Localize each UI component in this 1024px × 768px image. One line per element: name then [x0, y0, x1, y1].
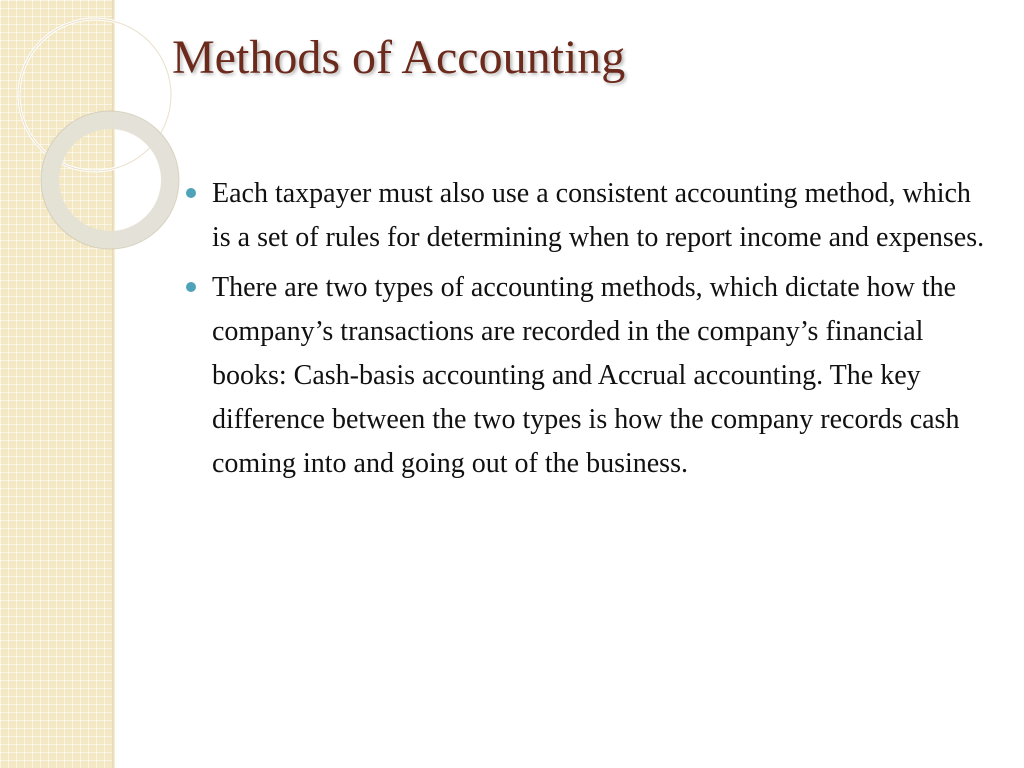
bullet-icon	[186, 282, 196, 292]
decorative-circles-icon	[0, 0, 160, 300]
bullet-text: Each taxpayer must also use a consistent accounting method, which is a set of rules for determining when to report income and expenses.	[212, 178, 985, 253]
bullet-text: There are two types of accounting methods, which dictate how the company’s transactions are recorded in the company’s financial books: Cash-basis accounting and Accrual accounting. The key difference between the two types is how the company records cash coming into and going out of the business.	[212, 272, 960, 479]
bullet-list	[184, 172, 990, 492]
bullet-item	[184, 172, 990, 260]
bullet-item	[184, 266, 990, 486]
bullet-icon	[186, 188, 196, 198]
slide-title: Methods of Accounting	[172, 31, 626, 84]
